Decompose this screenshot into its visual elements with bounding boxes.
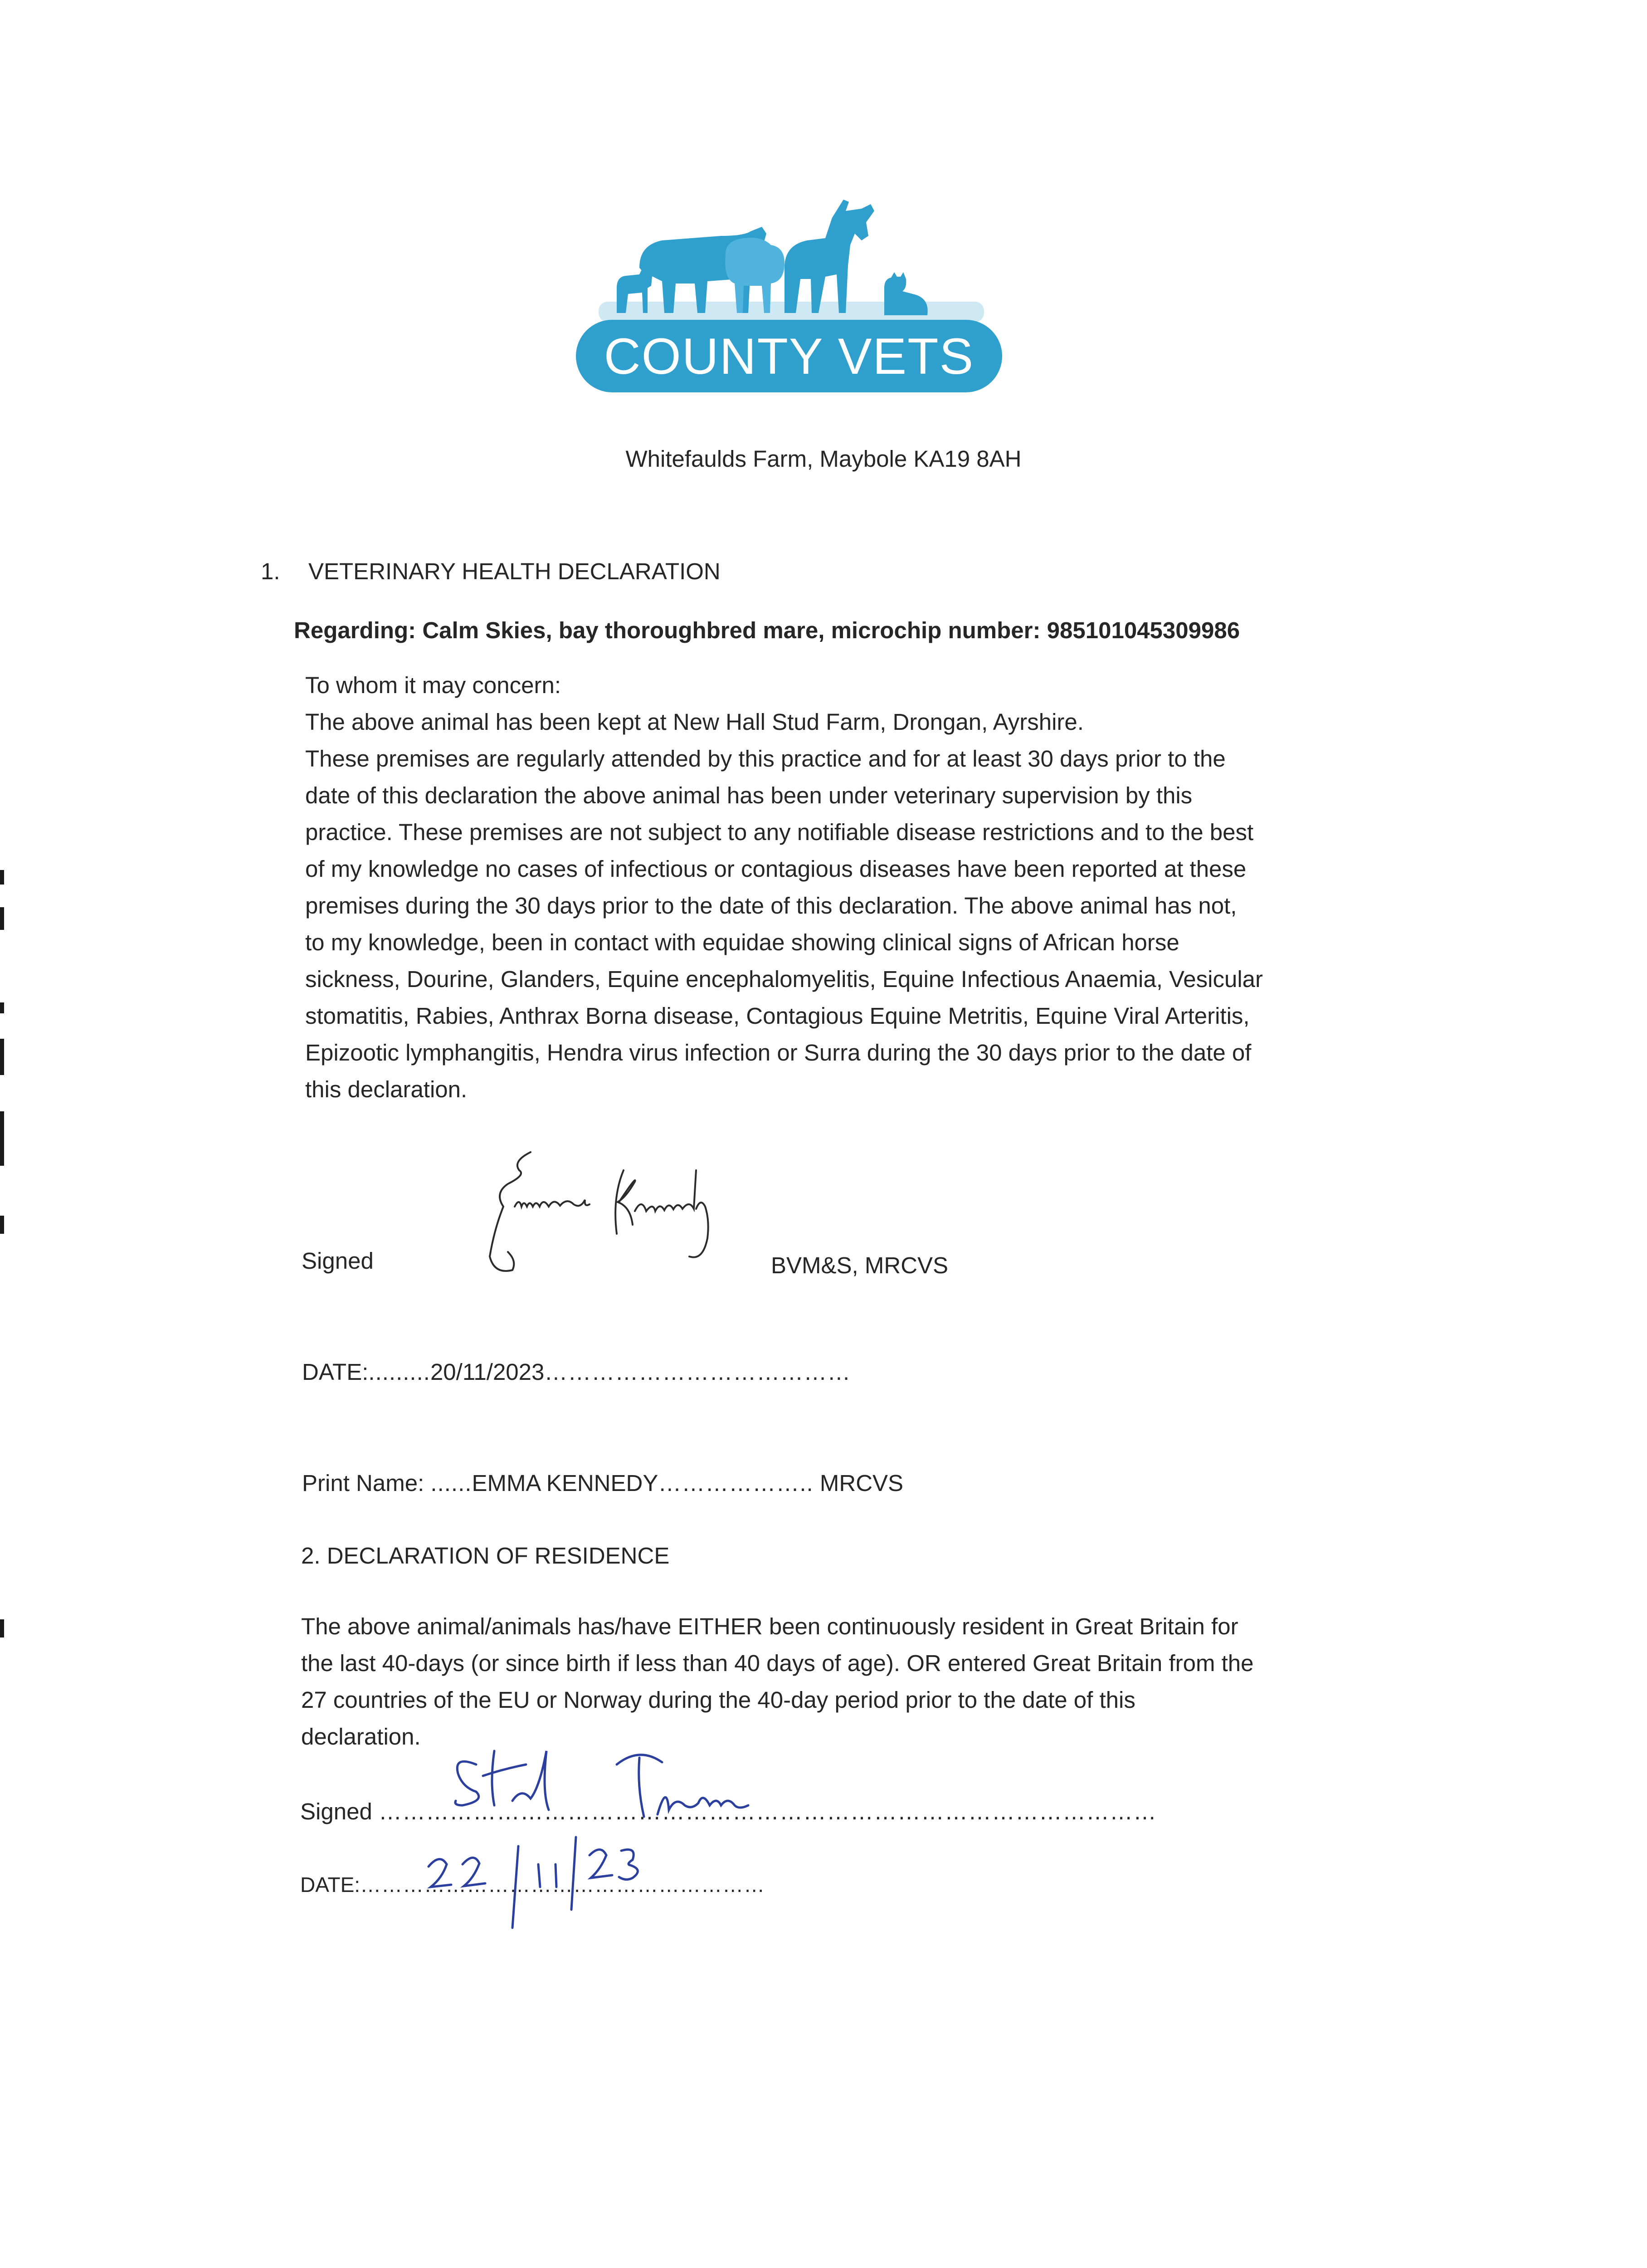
vet-date-line <box>302 1359 851 1385</box>
paragraph-line: These premises are regularly attended by this practice and for at least 30 days prior to the <box>305 746 1226 772</box>
animals-silhouette-icon <box>571 191 1007 327</box>
paragraph-line: declaration. <box>301 1724 421 1750</box>
vet-signature <box>476 1143 794 1293</box>
paragraph-line: To whom it may concern: <box>305 672 561 698</box>
signed-label: Signed <box>300 1799 372 1824</box>
regarding-line: Regarding: Calm Skies, bay thoroughbred mare, microchip number: 985101045309986 <box>294 617 1240 643</box>
dotted-leader: ...... <box>430 1470 472 1496</box>
scan-mark <box>0 1039 4 1075</box>
paragraph-line: practice. These premises are not subject to any notifiable disease restrictions and to the best <box>305 819 1254 845</box>
paragraph-line: The above animal has been kept at New Hall Stud Farm, Drongan, Ayrshire. <box>305 709 1084 735</box>
dotted-leader: ......... <box>368 1359 430 1385</box>
section-title: VETERINARY HEALTH DECLARATION <box>308 558 721 584</box>
print-name-value: EMMA KENNEDY <box>472 1470 658 1496</box>
paragraph-line: premises during the 30 days prior to the date of this declaration. The above animal has not, <box>305 893 1237 919</box>
date-label: DATE: <box>300 1873 361 1897</box>
paragraph-line: date of this declaration the above animal has been under veterinary supervision by this <box>305 782 1193 808</box>
logo-banner <box>576 320 1002 392</box>
county-vets-logo <box>571 191 1007 399</box>
scan-mark <box>0 907 4 930</box>
paragraph-line: to my knowledge, been in contact with equidae showing clinical signs of African horse <box>305 929 1179 955</box>
paragraph-line: Epizootic lymphangitis, Hendra virus infection or Surra during the 30 days prior to the date of <box>305 1040 1252 1066</box>
owner-handwritten-date <box>419 1828 673 1932</box>
date-label: DATE: <box>302 1359 369 1385</box>
paragraph-line: of my knowledge no cases of infectious or contagious diseases have been reported at these <box>305 856 1247 882</box>
section-2-heading: 2. DECLARATION OF RESIDENCE <box>301 1543 670 1569</box>
scan-mark <box>0 1111 4 1166</box>
signed-label: Signed <box>302 1248 374 1274</box>
paragraph-line: The above animal/animals has/have EITHER been continuously resident in Great Britain for <box>301 1613 1238 1639</box>
print-name-label: Print Name: <box>302 1470 424 1496</box>
print-name-suffix: MRCVS <box>819 1470 904 1496</box>
logo-text: COUNTY VETS <box>604 327 975 385</box>
practice-address: Whitefaulds Farm, Maybole KA19 8AH <box>625 446 1022 472</box>
scan-mark <box>0 870 4 885</box>
scan-mark <box>0 1619 4 1637</box>
print-name-line <box>302 1470 903 1496</box>
paragraph-line: stomatitis, Rabies, Anthrax Borna disease, Contagious Equine Metritis, Equine Viral Arteritis, <box>305 1003 1250 1029</box>
dotted-leader: ………………………………… <box>544 1359 851 1385</box>
section-number: 1. <box>261 558 280 584</box>
dotted-leader: ………………………………………………… <box>360 1873 765 1897</box>
scan-mark <box>0 1002 4 1013</box>
paragraph-line: sickness, Dourine, Glanders, Equine encephalomyelitis, Equine Infectious Anaemia, Vesicular <box>305 966 1263 992</box>
paragraph-line: this declaration. <box>305 1076 468 1102</box>
scan-mark <box>0 1216 4 1234</box>
declaration-body <box>305 667 1263 1108</box>
date-value: 20/11/2023 <box>430 1359 545 1385</box>
paragraph-line: the last 40-days (or since birth if less than 40 days of age). OR entered Great Britain from the <box>301 1650 1254 1676</box>
owner-signature <box>444 1737 780 1828</box>
vet-qualifications: BVM&S, MRCVS <box>771 1252 949 1278</box>
dotted-leader: ……………………………………………………………………………………… <box>378 1799 1157 1824</box>
dotted-leader: ……………….. <box>658 1470 814 1496</box>
paragraph-line: 27 countries of the EU or Norway during the 40-day period prior to the date of this <box>301 1687 1135 1713</box>
section-1-heading <box>261 558 721 585</box>
residence-body <box>301 1608 1254 1755</box>
